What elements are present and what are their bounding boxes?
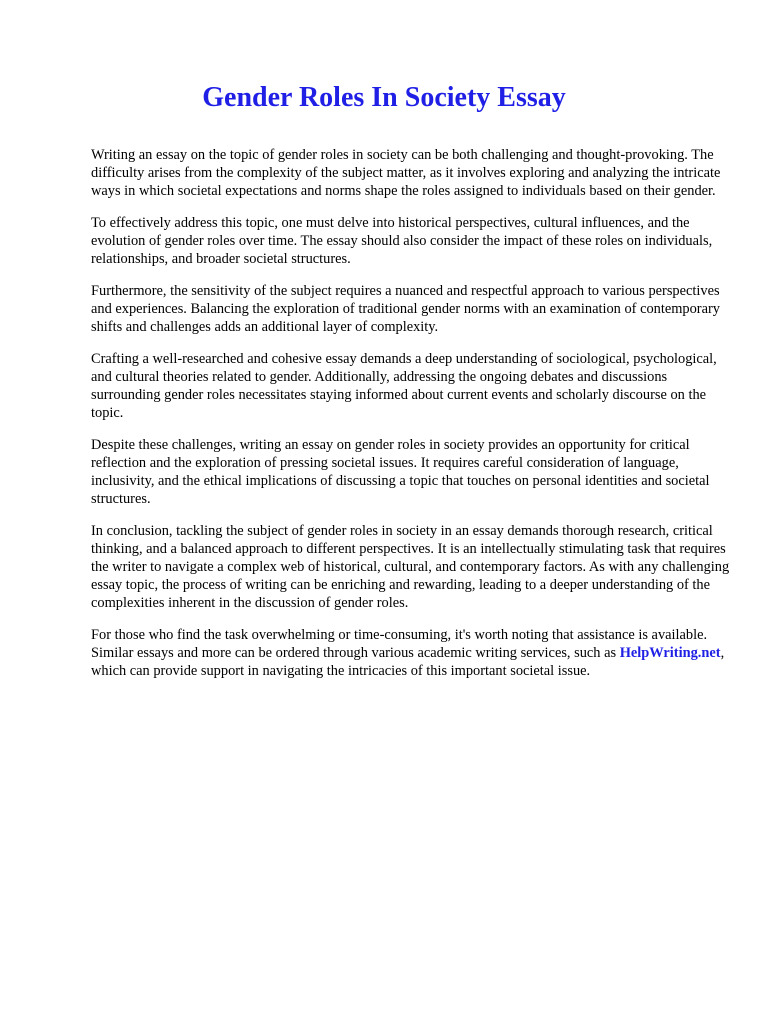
paragraph-7 [91, 626, 731, 680]
helpwriting-link[interactable]: HelpWriting.net [619, 645, 721, 661]
paragraph-5: Despite these challenges, writing an essay on gender roles in society provides an opportunity for critical reflection and the exploration of pressing societal issues. It requires careful consideration of language, inclusivity, and the ethical implications of discussing a topic that touches on personal identities and societal structures. [91, 437, 710, 507]
paragraph-7-before-link: For those who find the task overwhelming or time-consuming, it's worth noting that assistance is available. Similar essays and more can be ordered through various academic writing services, such as [91, 627, 708, 661]
paragraph-4: Crafting a well-researched and cohesive essay demands a deep understanding of sociological, psychological, and cultural theories related to gender. Additionally, addressing the ongoing debates and discussions surrounding gender roles necessitates staying informed about current events and scholarly discourse on the topic. [91, 351, 717, 421]
paragraph-7-after-link: , which can provide support in navigating the intricacies of this important societal issue. [91, 645, 725, 679]
page-title: Gender Roles In Society Essay [202, 82, 566, 113]
paragraph-2: To effectively address this topic, one must delve into historical perspectives, cultural influences, and the evolution of gender roles over time. The essay should also consider the impact of these roles on individuals, relationships, and broader societal structures. [91, 215, 713, 267]
paragraph-1: Writing an essay on the topic of gender roles in society can be both challenging and thought-provoking. The difficulty arises from the complexity of the subject matter, as it involves exploring and analyzing the intricate ways in which societal expectations and norms shape the roles assigned to individuals based on their gender. [91, 147, 721, 199]
paragraph-6: In conclusion, tackling the subject of gender roles in society in an essay demands thorough research, critical thinking, and a balanced approach to different perspectives. It is an intellectually stimulating task that requires the writer to navigate a complex web of historical, cultural, and contemporary factors. As with any challenging essay topic, the process of writing can be enriching and rewarding, leading to a deeper understanding of the complexities inherent in the discussion of gender roles. [91, 523, 730, 611]
paragraph-3: Furthermore, the sensitivity of the subject requires a nuanced and respectful approach to various perspectives and experiences. Balancing the exploration of traditional gender norms with an examination of contemporary shifts and challenges adds an additional layer of complexity. [91, 283, 720, 335]
essay-body [91, 146, 731, 694]
